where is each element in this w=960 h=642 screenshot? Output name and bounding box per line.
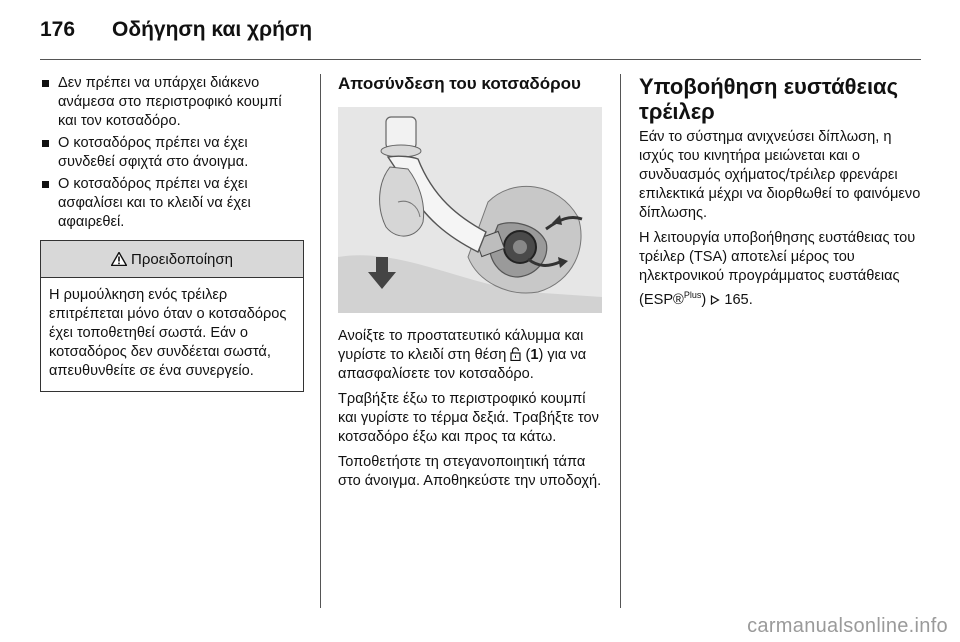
detach-step-seal: Τοποθετήστε τη στεγανοποιητική τάπα στο άνοιγμα. Αποθηκεύστε την υποδοχή. <box>338 454 602 489</box>
header-divider <box>40 59 921 60</box>
page-reference[interactable]: 165 <box>724 291 749 308</box>
square-bullet-icon <box>42 181 49 188</box>
detach-step-unlock: Ανοίξτε το προστατευτικό κάλυμμα και γυρίστε το κλειδί στη θέση (1) για να απασφαλίσετε τον κοτσαδόρο. <box>338 328 587 382</box>
warning-text: Η ρυμούλκηση ενός τρέιλερ επιτρέπεται μόνο όταν ο κοτσαδόρος έχει τοποθετηθεί σωστά. Εάν ο κοτσαδόρος δεν συνδέεται σωστά, απευθυνθείτε σε ένα συνεργείο. <box>49 287 287 379</box>
list-item: Ο κοτσαδόρος πρέπει να έχει συνδεθεί σφιχτά στο άνοιγμα. <box>40 134 304 172</box>
right-column <box>639 74 921 316</box>
section-title: Οδήγηση και χρήση <box>112 18 313 41</box>
warning-box <box>40 240 304 392</box>
column-divider <box>320 74 321 608</box>
detach-step-remove: Τραβήξτε έξω το περιστροφικό κουμπί και γυρίστε το τέρμα δεξιά. Τραβήξτε τον κοτσαδόρο έξω και προς τα κάτω. <box>338 391 599 445</box>
unlock-icon <box>510 347 521 361</box>
detach-heading: Αποσύνδεση του κοτσαδόρου <box>338 74 581 93</box>
watermark: carmanualsonline.info <box>747 615 948 637</box>
page-reference-arrow-icon <box>710 295 720 305</box>
square-bullet-icon <box>42 140 49 147</box>
column-divider <box>620 74 621 608</box>
tow-bar-detach-illustration <box>338 107 602 313</box>
page-header <box>40 14 920 48</box>
warning-triangle-icon <box>111 252 127 266</box>
tsa-esp-note: Η λειτουργία υποβοήθησης ευστάθειας του τρέιλερ (TSA) αποτελεί μέρος του ηλεκτρονικού προγράμματος ευστάθειας (ESP®$^{Plus}$) 165. <box>639 230 916 308</box>
square-bullet-icon <box>42 80 49 87</box>
checklist <box>40 74 304 232</box>
list-item: Ο κοτσαδόρος πρέπει να έχει ασφαλίσει και το κλειδί να έχει αφαιρεθεί. <box>40 175 304 232</box>
warning-header <box>41 241 303 278</box>
page-number: 176 <box>40 18 76 41</box>
tsa-heading: Υποβοήθηση ευστάθειας τρέιλερ <box>639 74 899 124</box>
middle-column <box>338 74 604 497</box>
warning-title: Προειδοποίηση <box>131 250 233 268</box>
tsa-description: Εάν το σύστημα ανιχνεύσει δίπλωση, η ισχύς του κινητήρα μειώνεται και ο συνδυασμός οχήματος/τρέιλερ φρενάρει επιλεκτικά μέχρι να διορθωθεί το φαινόμενο δίπλωσης. <box>639 129 921 221</box>
list-item: Δεν πρέπει να υπάρχει διάκενο ανάμεσα στο περιστροφικό κουμπί και τον κοτσαδόρο. <box>40 74 304 131</box>
left-column <box>40 74 304 392</box>
